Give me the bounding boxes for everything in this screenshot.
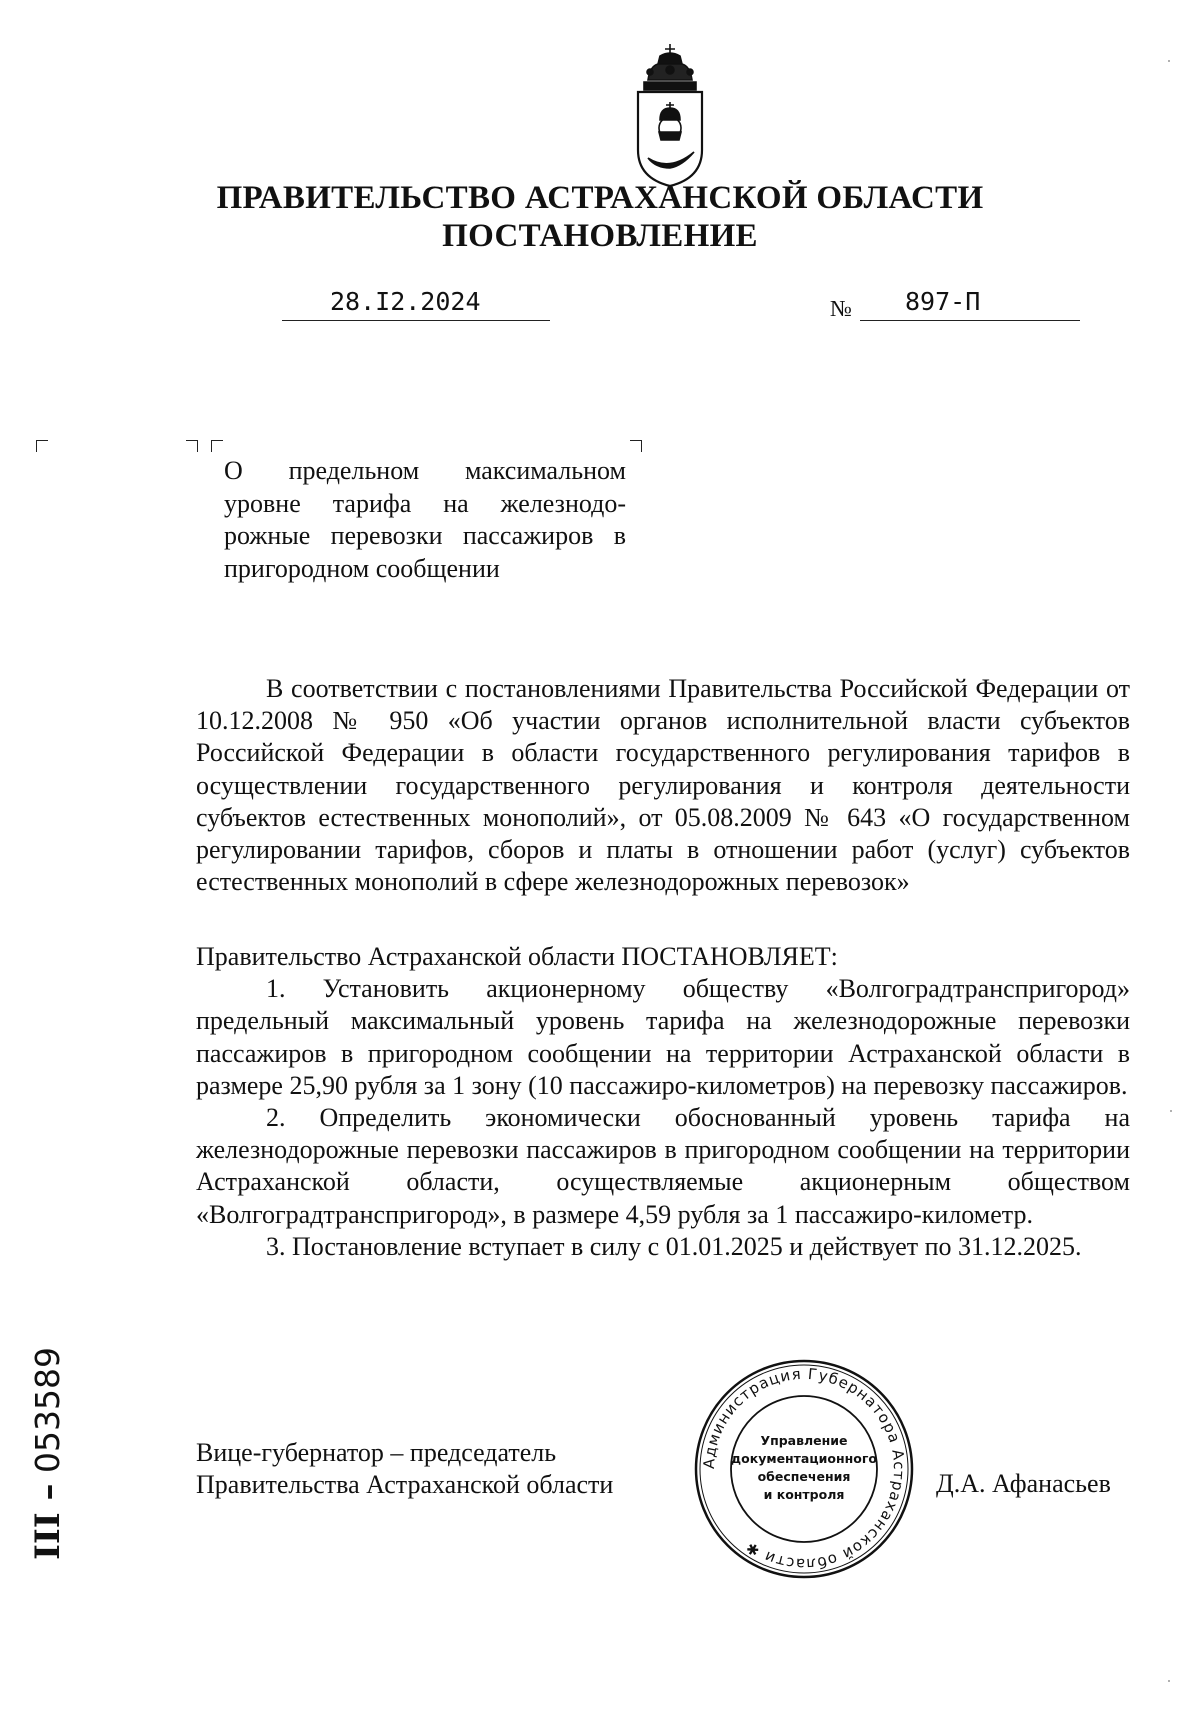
number-sign: №	[830, 296, 852, 321]
coat-of-arms-icon	[630, 40, 710, 190]
position-line: Правительства Астраханской области	[196, 1470, 614, 1499]
header-doc-type: ПОСТАНОВЛЕНИЕ	[442, 218, 758, 254]
title-corner-left-inner	[211, 440, 223, 452]
title-line: О предельном максимальном	[224, 456, 626, 485]
preamble: В соответствии с постановлениями Правительства Российской Федерации от 10.12.2008 № 950 «Об участии органов исполнительной власти субъектов Российской Федерации в области государственного регулирования тарифов в осуществлении государственного регулирования и контроля деятельности субъектов естественных монополий», от 05.08.2009 № 643 «О государственном регулировании тарифов, сборов и платы в отношении работ (услуг) субъектов естественных монополий в сфере железнодорожных перевозок»	[196, 674, 1130, 897]
official-stamp	[692, 1357, 916, 1581]
title-line: уровне тарифа на железнодо-	[224, 488, 626, 518]
stamp-inner-line: обеспечения	[757, 1469, 851, 1484]
signatory-name: Д.А. Афанасьев	[936, 1469, 1111, 1498]
document-title	[224, 455, 626, 585]
doc-date: 28.I2.2024	[330, 287, 481, 316]
resolve-block	[196, 941, 1130, 1263]
stamp-inner-line: Управление	[760, 1433, 848, 1448]
form-serial	[28, 1310, 88, 1560]
stamp-outer-text: Администрация Губернатора Астраханской области ✱	[699, 1364, 909, 1574]
resolve-line: Правительство Астраханской области ПОСТАНОВЛЯЕТ:	[196, 942, 838, 971]
header-government: ПРАВИТЕЛЬСТВО АСТРАХАНСКОЙ ОБЛАСТИ	[216, 180, 984, 216]
clause-3: 3. Постановление вступает в силу с 01.01.2025 и действует по 31.12.2025.	[266, 1231, 1082, 1261]
title-corner-right	[630, 440, 642, 452]
document-body	[196, 673, 1130, 898]
stamp-inner-line: и контроля	[763, 1487, 845, 1502]
clause-2: 2. Определить экономически обоснованный уровень тарифа на железнодорожные перевозки пассажиров в пригородном сообщении на территории Астраханской области, осуществляемые акционерным обществом «Волгоградтранспригород», в размере 4,59 рубля за 1 пассажиро-километр.	[196, 1103, 1130, 1229]
serial-number: 053589	[28, 1346, 67, 1473]
number-underline	[860, 320, 1080, 321]
stamp-inner-line: документационного	[731, 1451, 877, 1466]
margin-corner-mark	[36, 440, 48, 452]
scan-speck	[1168, 1680, 1170, 1682]
doc-number: 897-П	[905, 287, 981, 316]
title-line: пригородном сообщении	[224, 553, 500, 583]
title-line: рожные перевозки пассажиров в	[224, 521, 626, 550]
clause-1: 1. Установить акционерному обществу «Волгоградтранспригород» предельный максимальный уровень тарифа на железнодорожные перевозки пассажиров в пригородном сообщении на территории Астраханской области в размере 25,90 рубля за 1 зону (10 пассажиро-километров) на перевозку пассажиров.	[196, 974, 1130, 1100]
serial-prefix: ІІІ –	[28, 1483, 68, 1560]
date-underline	[282, 320, 550, 321]
position-line: Вице-губернатор – председатель	[196, 1438, 557, 1467]
scan-speck	[1168, 60, 1170, 62]
signatory-position	[196, 1437, 613, 1501]
title-corner-left-outer	[186, 440, 198, 452]
scan-speck	[1170, 1110, 1172, 1112]
